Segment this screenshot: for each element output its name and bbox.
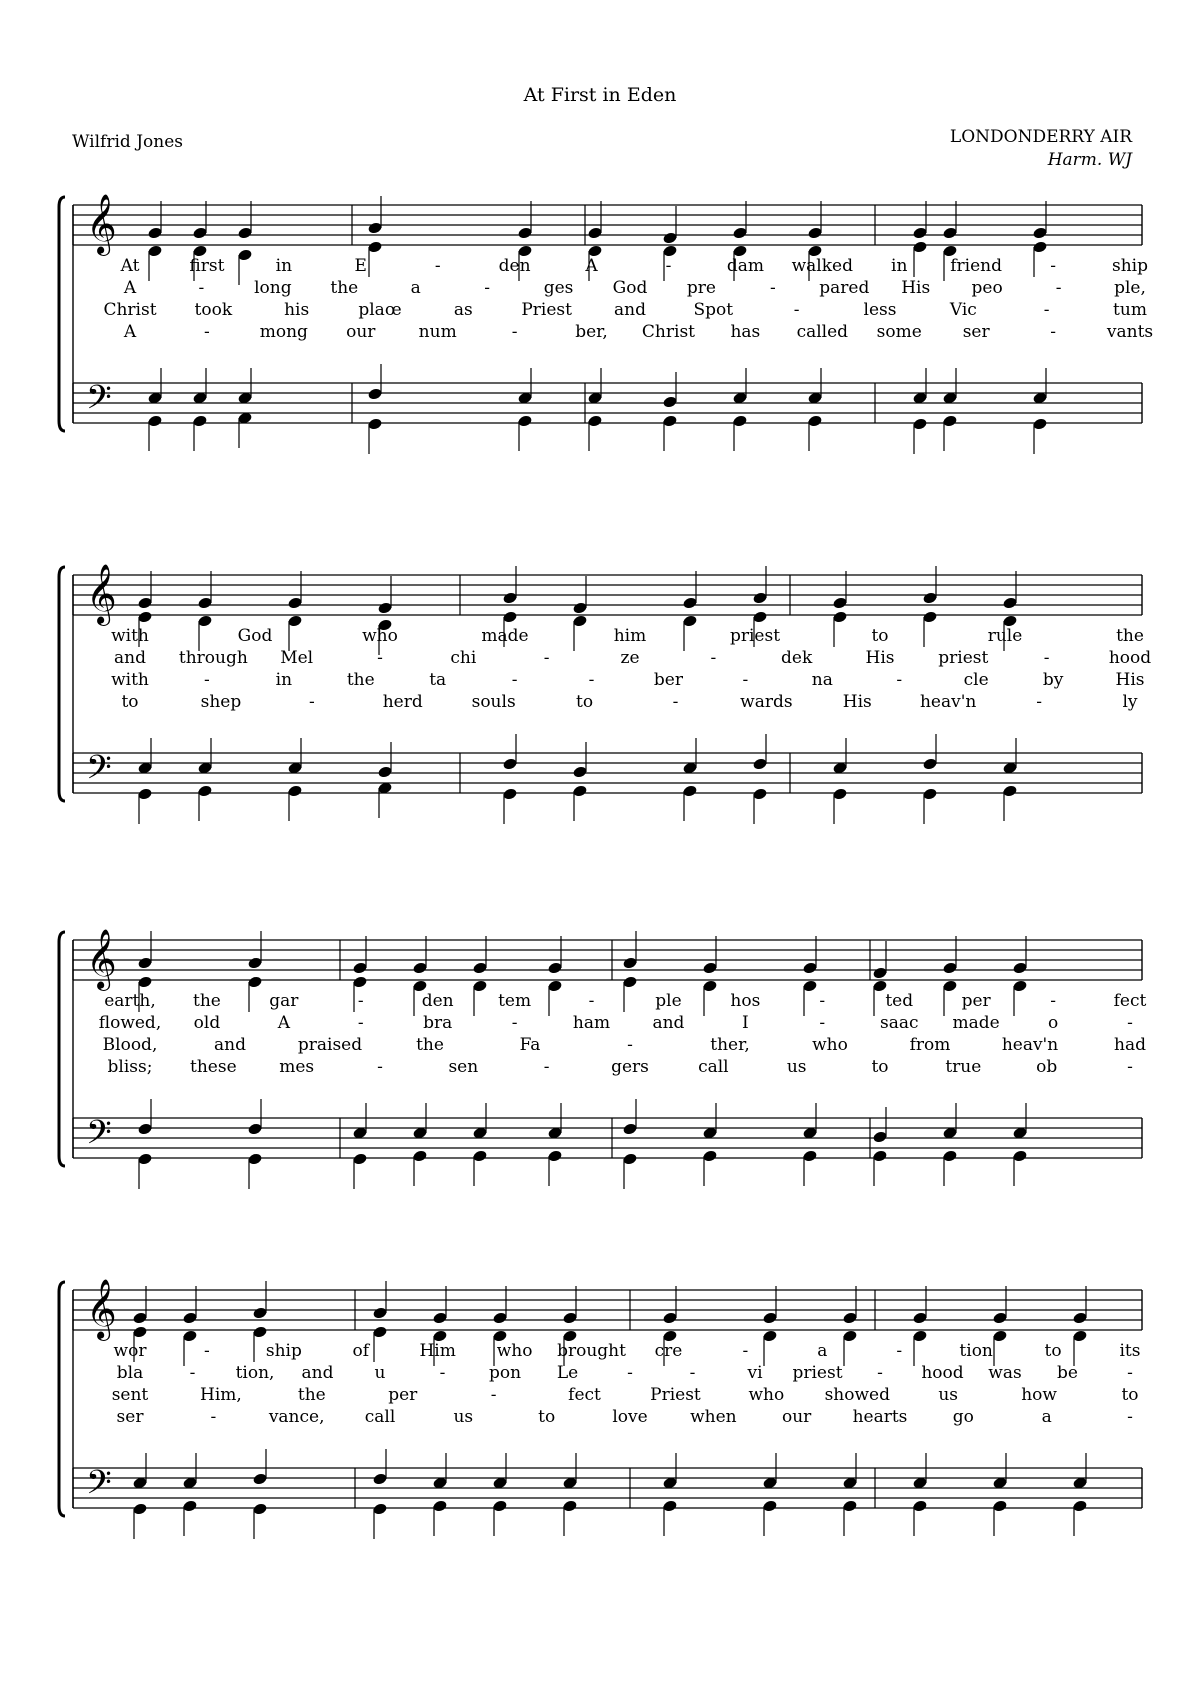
lyric-syllable: the	[193, 991, 221, 1011]
lyric-syllable: true	[945, 1057, 982, 1077]
lyric-syllable: den	[421, 991, 454, 1011]
lyric-syllable: Blood,	[102, 1035, 158, 1055]
lyric-syllable: ta	[429, 670, 447, 690]
lyric-syllable: vi	[747, 1363, 763, 1383]
lyric-syllable: first	[189, 256, 225, 276]
lyric-syllable: -	[543, 1057, 550, 1077]
bass-staff	[73, 749, 1142, 795]
lyric-syllable: ob	[1036, 1057, 1058, 1077]
lyric-syllable: -	[896, 670, 903, 690]
lyric-syllable: Vic	[949, 300, 977, 320]
lyric-syllable: less	[863, 300, 897, 320]
lyric-syllable: -	[742, 1341, 749, 1361]
lyric-syllable: -	[689, 1363, 696, 1383]
lyric-syllable: -	[588, 991, 595, 1011]
lyric-syllable: our	[782, 1407, 812, 1427]
lyric-syllable: us	[938, 1385, 959, 1405]
lyric-syllable: vants	[1106, 322, 1154, 342]
lyric-syllable: A	[123, 278, 137, 298]
lyric-syllable: -	[308, 692, 315, 712]
lyric-syllable: -	[1127, 1363, 1133, 1383]
lyric-syllable: -	[819, 1013, 826, 1033]
lyric-syllable: ple,	[1114, 278, 1146, 298]
lyric-syllable: Spot	[693, 300, 734, 320]
lyric-syllable: wor	[113, 1341, 147, 1361]
lyric-syllable: -	[1127, 1057, 1133, 1077]
lyric-syllable: A	[123, 322, 137, 342]
lyric-syllable: us	[786, 1057, 807, 1077]
lyric-syllable: and	[114, 648, 146, 668]
lyric-syllable: praised	[297, 1035, 363, 1055]
lyric-syllable: these	[190, 1057, 237, 1077]
lyric-syllable: -	[793, 300, 800, 320]
lyric-syllable: hood	[1108, 648, 1152, 668]
treble-staff	[73, 929, 1142, 991]
lyric-syllable: had	[1114, 1035, 1146, 1055]
lyric-syllable: ze	[620, 648, 640, 668]
lyric-syllable: ship	[265, 1341, 302, 1361]
lyric-syllable: be	[1057, 1363, 1078, 1383]
lyric-syllable: of	[352, 1341, 370, 1361]
lyric-syllable: A	[277, 1013, 290, 1033]
lyric-syllable: fect	[1113, 991, 1147, 1011]
lyric-syllable: call	[698, 1057, 729, 1077]
lyric-syllable: was	[988, 1363, 1022, 1383]
lyric-syllable: Him	[419, 1341, 456, 1361]
lyric-syllable: -	[357, 991, 364, 1011]
lyric-syllable: ser	[116, 1407, 144, 1427]
music-system-1	[0, 170, 1200, 470]
tune-name: LONDONDERRY AIR	[949, 127, 1132, 147]
treble-clef-icon: 𝄞	[86, 564, 117, 624]
lyric-syllable: -	[511, 1013, 518, 1033]
treble-staff	[73, 1279, 1142, 1341]
lyric-syllable: him	[613, 626, 647, 646]
system-bracket	[59, 567, 65, 801]
music-system-4	[0, 1255, 1200, 1555]
lyric-syllable: has	[730, 322, 761, 342]
lyric-syllable: called	[796, 322, 849, 342]
lyric-syllable: ges	[543, 278, 574, 298]
lyric-syllable: souls	[471, 692, 516, 712]
lyric-syllable: from	[909, 1035, 951, 1055]
notation-svg	[0, 170, 1200, 470]
lyric-syllable: His	[1115, 670, 1145, 690]
lyric-syllable: E	[354, 256, 367, 276]
lyric-syllable: heav'n	[919, 692, 977, 712]
lyric-syllable: -	[819, 991, 826, 1011]
music-system-2	[0, 540, 1200, 840]
lyric-syllable: His	[842, 692, 872, 712]
bass-clef-icon: 𝄢	[86, 1114, 112, 1160]
lyric-syllable: shep	[200, 692, 242, 712]
lyric-syllable: ham	[572, 1013, 611, 1033]
lyric-syllable: num	[418, 322, 457, 342]
lyric-syllable: who	[496, 1341, 533, 1361]
lyric-syllable: -	[588, 670, 595, 690]
lyric-syllable: ple	[655, 991, 682, 1011]
lyric-syllable: tum	[1113, 300, 1147, 320]
bass-clef-icon: 𝄢	[86, 379, 112, 425]
lyric-syllable: -	[490, 1385, 497, 1405]
lyric-syllable: -	[439, 1363, 446, 1383]
lyric-syllable: cre	[654, 1341, 683, 1361]
lyric-syllable: Priest	[650, 1385, 701, 1405]
lyric-syllable: -	[511, 322, 518, 342]
lyric-syllable: -	[189, 1363, 196, 1383]
bass-staff	[73, 1464, 1142, 1510]
lyric-syllable: how	[1021, 1385, 1057, 1405]
lyric-syllable: ser	[962, 322, 990, 342]
lyric-syllable: the	[297, 1385, 326, 1405]
lyric-syllable: sent	[111, 1385, 149, 1405]
lyric-syllable: to	[871, 1057, 889, 1077]
lyric-syllable: -	[1043, 648, 1050, 668]
lyric-syllable: hearts	[852, 1407, 908, 1427]
harmonization-credit: Harm. WJ	[1047, 150, 1132, 170]
lyric-syllable: some	[876, 322, 922, 342]
lyric-syllable: earth,	[104, 991, 156, 1011]
lyric-syllable: priest	[938, 648, 989, 668]
lyric-syllable: in	[275, 256, 293, 276]
lyric-syllable: in	[275, 670, 293, 690]
lyric-syllable: -	[1050, 991, 1056, 1011]
lyric-syllable: -	[204, 1341, 210, 1361]
lyric-syllable: Christ	[103, 300, 157, 320]
lyric-syllable: a	[1041, 1407, 1052, 1427]
bass-clef-icon: 𝄢	[86, 1464, 112, 1510]
lyric-syllable: -	[484, 278, 491, 298]
lyric-syllable: to	[871, 626, 889, 646]
lyric-syllable: ber	[653, 670, 684, 690]
lyric-syllable: -	[511, 670, 518, 690]
lyric-syllable: mong	[259, 322, 308, 342]
lyric-syllable: cle	[963, 670, 989, 690]
notation-svg	[0, 1255, 1200, 1555]
lyric-syllable: to	[1121, 1385, 1139, 1405]
composer-credit: Wilfrid Jones	[72, 132, 183, 152]
lyric-syllable: tion,	[235, 1363, 275, 1383]
lyric-syllable: love	[612, 1407, 648, 1427]
lyric-syllable: -	[896, 1341, 903, 1361]
lyric-syllable: made	[952, 1013, 1000, 1033]
lyric-syllable: call	[364, 1407, 396, 1427]
lyric-syllable: who	[362, 626, 398, 646]
lyric-syllable: and	[301, 1363, 334, 1383]
lyric-syllable: ber,	[575, 322, 608, 342]
lyric-syllable: Priest	[521, 300, 572, 320]
treble-clef-icon: 𝄞	[86, 929, 117, 989]
lyric-syllable: u	[374, 1363, 386, 1383]
lyric-syllable: old	[193, 1013, 221, 1033]
lyric-syllable: through	[178, 648, 248, 668]
lyric-syllable: -	[434, 256, 441, 276]
lyric-syllable: per	[961, 991, 991, 1011]
tune-credit	[950, 126, 1132, 172]
lyric-syllable: dam	[726, 256, 764, 276]
lyric-syllable: as	[453, 300, 473, 320]
lyric-syllable: walked	[791, 256, 853, 276]
lyric-syllable: den	[498, 256, 531, 276]
lyric-syllable: a	[817, 1341, 828, 1361]
system-bracket	[59, 1282, 65, 1516]
lyric-syllable: -	[627, 1363, 633, 1383]
lyric-syllable: -	[665, 256, 672, 276]
lyric-syllable: Fa	[519, 1035, 541, 1055]
lyric-syllable: wards	[740, 692, 793, 712]
lyric-syllable: chi	[450, 648, 477, 668]
lyric-syllable: priest	[792, 1363, 843, 1383]
lyric-syllable: who	[812, 1035, 848, 1055]
lyric-syllable: brought	[557, 1341, 626, 1361]
lyric-syllable: -	[1050, 322, 1056, 342]
lyric-syllable: go	[952, 1407, 974, 1427]
lyric-syllable: -	[198, 278, 205, 298]
lyric-syllable: -	[1050, 256, 1056, 276]
lyric-syllable: the	[346, 670, 375, 690]
lyric-syllable: -	[769, 278, 776, 298]
lyric-syllable: -	[1036, 692, 1042, 712]
lyric-syllable: ted	[885, 991, 914, 1011]
lyric-syllable: -	[1055, 278, 1062, 298]
lyric-syllable: ly	[1122, 692, 1138, 712]
lyric-syllable: long	[254, 278, 292, 298]
lyric-syllable: -	[742, 670, 749, 690]
lyric-syllable: pre	[686, 278, 716, 298]
lyric-syllable: per	[388, 1385, 418, 1405]
lyric-syllable: -	[204, 670, 210, 690]
lyric-syllable: -	[1043, 300, 1050, 320]
lyric-syllable: His	[901, 278, 931, 298]
lyric-syllable: with	[111, 670, 149, 690]
bass-staff	[73, 1114, 1142, 1160]
bass-clef-icon: 𝄢	[86, 749, 112, 795]
lyric-syllable: hood	[921, 1363, 964, 1383]
lyric-syllable: herd	[382, 692, 423, 712]
lyric-syllable: priest	[729, 626, 781, 646]
lyric-syllable: -	[877, 1363, 883, 1383]
lyric-syllable: gar	[269, 991, 299, 1011]
lyric-syllable: made	[481, 626, 529, 646]
lyric-syllable: -	[543, 648, 550, 668]
lyric-syllable: gers	[611, 1057, 649, 1077]
lyric-syllable: vance,	[268, 1407, 325, 1427]
lyric-syllable: friend	[950, 256, 1003, 276]
lyric-syllable: when	[690, 1407, 737, 1427]
lyric-syllable: with	[111, 626, 149, 646]
lyric-syllable: o	[1047, 1013, 1059, 1033]
lyric-syllable: us	[453, 1407, 474, 1427]
notation-svg	[0, 905, 1200, 1205]
lyric-syllable: At	[120, 256, 140, 276]
lyric-syllable: -	[204, 322, 210, 342]
lyric-syllable: -	[627, 1035, 633, 1055]
lyric-syllable: Le	[556, 1363, 579, 1383]
lyric-syllable: dek	[781, 648, 813, 668]
treble-clef-icon: 𝄞	[86, 1279, 117, 1339]
lyric-syllable: and	[214, 1035, 246, 1055]
lyric-syllable: to	[576, 692, 594, 712]
system-bracket	[59, 197, 65, 431]
lyric-syllable: peo	[971, 278, 1003, 298]
lyric-syllable: God	[612, 278, 648, 298]
lyric-syllable: to	[1044, 1341, 1062, 1361]
lyric-syllable: -	[672, 692, 679, 712]
lyric-syllable: ther,	[710, 1035, 750, 1055]
lyric-syllable: rule	[987, 626, 1023, 646]
lyric-syllable: ship	[1112, 256, 1148, 276]
lyric-syllable: who	[748, 1385, 785, 1405]
lyric-syllable: the	[1116, 626, 1144, 646]
lyric-syllable: -	[210, 1407, 217, 1427]
page-title: At First in Eden	[523, 84, 677, 106]
lyric-syllable: and	[652, 1013, 685, 1033]
lyric-syllable: by	[1042, 670, 1064, 690]
treble-staff	[73, 564, 1142, 626]
lyric-syllable: took	[194, 300, 233, 320]
bass-staff	[73, 379, 1142, 425]
lyric-syllable: our	[346, 322, 376, 342]
lyric-syllable: fect	[568, 1385, 601, 1405]
lyric-syllable: pon	[488, 1363, 522, 1383]
lyric-syllable: heav'n	[1001, 1035, 1059, 1055]
lyric-syllable: -	[710, 648, 717, 668]
lyric-syllable: the	[330, 278, 359, 298]
lyric-syllable: a	[410, 278, 421, 298]
lyric-syllable: -	[357, 1013, 364, 1033]
lyric-syllable: bra	[423, 1013, 453, 1033]
lyric-syllable: I	[742, 1013, 749, 1033]
treble-clef-icon: 𝄞	[86, 194, 117, 254]
lyric-syllable: God	[237, 626, 273, 646]
lyric-syllable: Him,	[200, 1385, 242, 1405]
lyric-syllable: Christ	[641, 322, 696, 342]
lyric-syllable: pared	[819, 278, 870, 298]
lyric-syllable: to	[538, 1407, 556, 1427]
lyric-syllable: his	[284, 300, 310, 320]
lyric-syllable: His	[865, 648, 895, 668]
lyric-syllable: -	[377, 1057, 383, 1077]
lyric-syllable: to	[121, 692, 139, 712]
music-system-3	[0, 905, 1200, 1205]
lyric-syllable: -	[1127, 1407, 1133, 1427]
system-bracket	[59, 932, 65, 1166]
lyric-syllable: its	[1119, 1341, 1141, 1361]
lyric-syllable: in	[891, 256, 908, 276]
lyric-syllable: bla	[116, 1363, 144, 1383]
treble-staff	[73, 194, 1142, 256]
lyric-syllable: showed	[824, 1385, 890, 1405]
lyric-syllable: the	[416, 1035, 444, 1055]
lyric-syllable: and	[614, 300, 646, 320]
lyric-syllable: na	[811, 670, 833, 690]
lyric-syllable: bliss;	[107, 1057, 153, 1077]
lyric-syllable: A	[585, 256, 598, 276]
lyric-syllable: plaœ	[358, 300, 402, 320]
lyric-syllable: tion	[959, 1341, 993, 1361]
lyric-syllable: -	[377, 648, 383, 668]
lyric-syllable: Mel	[280, 648, 314, 668]
lyric-syllable: mes	[279, 1057, 315, 1077]
lyric-syllable: saac	[879, 1013, 919, 1033]
lyric-syllable: flowed,	[98, 1013, 162, 1033]
lyric-syllable: hos	[730, 991, 761, 1011]
lyric-syllable: tem	[498, 991, 532, 1011]
notation-svg	[0, 540, 1200, 840]
lyric-syllable: -	[1127, 1013, 1133, 1033]
lyric-syllable: sen	[448, 1057, 479, 1077]
